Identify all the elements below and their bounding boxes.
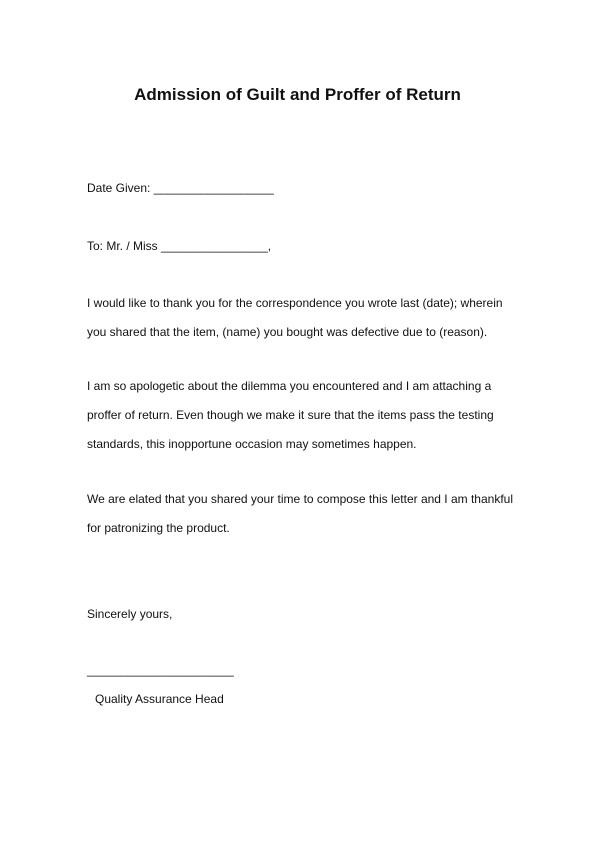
paragraph-2-line-3: standards, this inopportune occasion may sometimes happen. [87, 437, 417, 451]
paragraph-3-line-1: We are elated that you shared your time to compose this letter and I am thankful [87, 492, 514, 506]
document-title: Admission of Guilt and Proffer of Return [134, 85, 461, 104]
date-given-line: Date Given: __________________ [87, 181, 274, 195]
paragraph-1-line-2: you shared that the item, (name) you bought was defective due to (reason). [87, 325, 488, 339]
paragraph-3-line-2: for patronizing the product. [87, 521, 230, 535]
recipient-line: To: Mr. / Miss ________________, [87, 239, 272, 253]
paragraph-2-line-1: I am so apologetic about the dilemma you encountered and I am attaching a [87, 379, 492, 393]
signature-line: ______________________ [87, 663, 234, 677]
closing-text: Sincerely yours, [87, 607, 173, 621]
paragraph-2-line-2: proffer of return. Even though we make it sure that the items pass the testing [87, 408, 494, 422]
signatory-title: Quality Assurance Head [95, 692, 224, 706]
paragraph-1-line-1: I would like to thank you for the correspondence you wrote last (date); wherein [87, 296, 503, 310]
